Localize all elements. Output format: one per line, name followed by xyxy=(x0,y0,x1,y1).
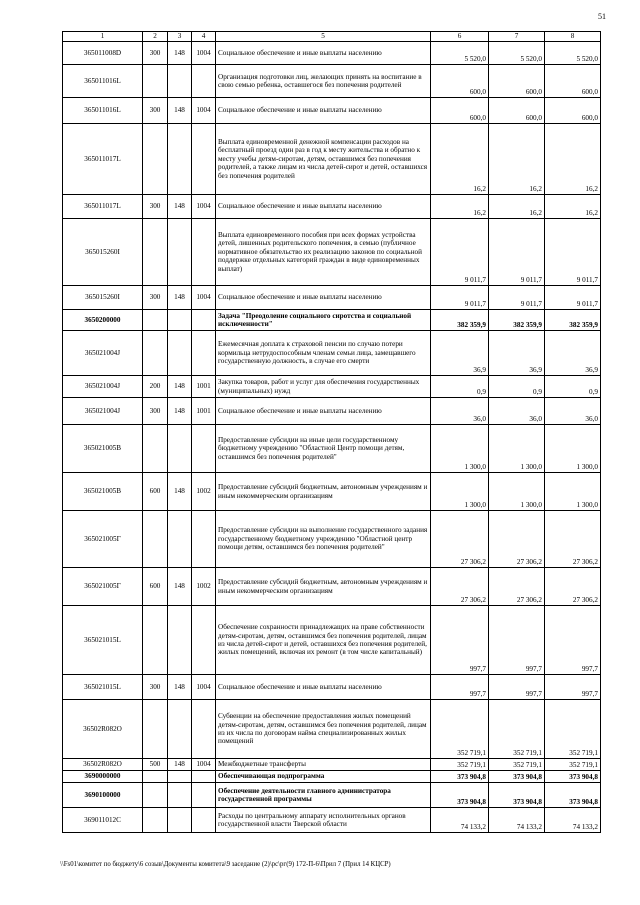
description-cell: Задача "Преодоление социального сиротства и социальной исключенности" xyxy=(216,310,431,331)
amount-col6-cell: 373 904,8 xyxy=(431,783,489,808)
amount-col6-cell: 352 719,1 xyxy=(431,759,489,771)
budget-code-cell: 365011016L xyxy=(63,65,143,98)
description-cell: Закупка товаров, работ и услуг для обеспечения государственных (муниципальных) нужд xyxy=(216,376,431,398)
budget-table xyxy=(62,31,601,833)
table-row xyxy=(63,42,601,65)
department-cell: 148 xyxy=(168,286,192,310)
table-row xyxy=(63,286,601,310)
department-cell xyxy=(168,425,192,473)
department-cell: 148 xyxy=(168,376,192,398)
expense-type-cell xyxy=(143,700,168,759)
budget-code-cell: 36502R082O xyxy=(63,700,143,759)
amount-col8-cell: 36,9 xyxy=(545,331,601,376)
department-cell: 148 xyxy=(168,473,192,511)
section-cell: 1004 xyxy=(192,98,216,124)
amount-col8-cell: 373 904,8 xyxy=(545,783,601,808)
amount-col6-cell: 373 904,8 xyxy=(431,771,489,783)
table-row xyxy=(63,511,601,568)
amount-col8-cell: 0,9 xyxy=(545,376,601,398)
table-row xyxy=(63,759,601,771)
amount-col6-cell: 600,0 xyxy=(431,98,489,124)
budget-code-cell: 365011008D xyxy=(63,42,143,65)
amount-col7-cell: 16,2 xyxy=(489,124,545,195)
description-cell: Социальное обеспечение и иные выплаты населению xyxy=(216,675,431,700)
table-row xyxy=(63,376,601,398)
amount-col8-cell: 382 359,9 xyxy=(545,310,601,331)
department-cell xyxy=(168,700,192,759)
amount-col7-cell: 27 306,2 xyxy=(489,511,545,568)
description-cell: Организация подготовки лиц, желающих принять на воспитание в свою семью ребенка, оставшегося без попечения родителей xyxy=(216,65,431,98)
amount-col8-cell: 997,7 xyxy=(545,606,601,675)
amount-col8-cell: 16,2 xyxy=(545,195,601,219)
amount-col8-cell: 1 300,0 xyxy=(545,425,601,473)
amount-col6-cell: 600,0 xyxy=(431,65,489,98)
section-cell xyxy=(192,310,216,331)
amount-col7-cell: 373 904,8 xyxy=(489,783,545,808)
amount-col6-cell: 74 133,2 xyxy=(431,808,489,833)
table-row xyxy=(63,425,601,473)
table-row xyxy=(63,310,601,331)
expense-type-cell xyxy=(143,310,168,331)
section-cell: 1004 xyxy=(192,286,216,310)
amount-col7-cell: 16,2 xyxy=(489,195,545,219)
amount-col7-cell: 27 306,2 xyxy=(489,568,545,606)
amount-col7-cell: 352 719,1 xyxy=(489,759,545,771)
budget-code-cell: 365011017L xyxy=(63,195,143,219)
amount-col6-cell: 27 306,2 xyxy=(431,568,489,606)
expense-type-cell xyxy=(143,511,168,568)
amount-col7-cell: 1 300,0 xyxy=(489,473,545,511)
section-cell xyxy=(192,771,216,783)
expense-type-cell xyxy=(143,331,168,376)
department-cell xyxy=(168,808,192,833)
header-cell: 3 xyxy=(168,32,192,42)
expense-type-cell: 300 xyxy=(143,195,168,219)
department-cell xyxy=(168,124,192,195)
amount-col6-cell: 36,9 xyxy=(431,331,489,376)
section-cell xyxy=(192,783,216,808)
expense-type-cell: 300 xyxy=(143,675,168,700)
budget-code-cell: 365021004J xyxy=(63,331,143,376)
expense-type-cell: 200 xyxy=(143,376,168,398)
table-row xyxy=(63,473,601,511)
department-cell: 148 xyxy=(168,98,192,124)
section-cell: 1004 xyxy=(192,675,216,700)
amount-col8-cell: 352 719,1 xyxy=(545,759,601,771)
amount-col8-cell: 997,7 xyxy=(545,675,601,700)
department-cell xyxy=(168,310,192,331)
amount-col6-cell: 27 306,2 xyxy=(431,511,489,568)
section-cell: 1004 xyxy=(192,195,216,219)
amount-col7-cell: 9 011,7 xyxy=(489,219,545,286)
table-row xyxy=(63,195,601,219)
amount-col8-cell: 16,2 xyxy=(545,124,601,195)
budget-code-cell: 365011016L xyxy=(63,98,143,124)
amount-col8-cell: 1 300,0 xyxy=(545,473,601,511)
amount-col8-cell: 74 133,2 xyxy=(545,808,601,833)
amount-col8-cell: 9 011,7 xyxy=(545,286,601,310)
table-row xyxy=(63,124,601,195)
budget-code-cell: 365021005B xyxy=(63,473,143,511)
description-cell: Выплата единовременной денежной компенсации расходов на бесплатный проезд один раз в год к месту жительства и обратно к месту учебы детям-сиротам, детям, оставшимся без попечения родителей, а также лицам из числа детей-сирот и детей, оставшихся без попечения родителей xyxy=(216,124,431,195)
expense-type-cell xyxy=(143,606,168,675)
expense-type-cell xyxy=(143,425,168,473)
description-cell: Предоставление субсидии на иные цели государственному бюджетному учреждению "Областной Центр помощи детям, оставшимся без попечения родителей" xyxy=(216,425,431,473)
expense-type-cell xyxy=(143,124,168,195)
amount-col7-cell: 600,0 xyxy=(489,65,545,98)
table-row xyxy=(63,398,601,425)
amount-col6-cell: 1 300,0 xyxy=(431,425,489,473)
amount-col7-cell: 74 133,2 xyxy=(489,808,545,833)
amount-col6-cell: 36,0 xyxy=(431,398,489,425)
budget-code-cell: 365021005Г xyxy=(63,511,143,568)
description-cell: Субвенции на обеспечение предоставления жилых помещений детям-сиротам, детям, оставшимся без попечения родителей, лицам из их числа по договорам найма специализированных жилых помещений xyxy=(216,700,431,759)
department-cell xyxy=(168,606,192,675)
section-cell xyxy=(192,808,216,833)
amount-col7-cell: 997,7 xyxy=(489,606,545,675)
department-cell: 148 xyxy=(168,568,192,606)
description-cell: Межбюджетные трансферты xyxy=(216,759,431,771)
header-cell: 2 xyxy=(143,32,168,42)
description-cell: Социальное обеспечение и иные выплаты населению xyxy=(216,98,431,124)
budget-code-cell: 365021005B xyxy=(63,425,143,473)
page-number: 51 xyxy=(598,12,606,21)
table-row xyxy=(63,606,601,675)
description-cell: Расходы по центральному аппарату исполнительных органов государственной власти Тверской области xyxy=(216,808,431,833)
header-row xyxy=(63,32,601,42)
table-row xyxy=(63,675,601,700)
expense-type-cell xyxy=(143,771,168,783)
footer-file-path: \\Fs01\комитет по бюджету\6 созыв\Документы комитета\9 заседание (2)\рс\рг(9) 172-П-6\Прил 7 (Прил 14 КЦСР) xyxy=(60,861,391,868)
department-cell xyxy=(168,219,192,286)
section-cell xyxy=(192,219,216,286)
amount-col7-cell: 5 520,0 xyxy=(489,42,545,65)
table-row xyxy=(63,771,601,783)
amount-col7-cell: 373 904,8 xyxy=(489,771,545,783)
expense-type-cell: 500 xyxy=(143,759,168,771)
amount-col6-cell: 1 300,0 xyxy=(431,473,489,511)
amount-col7-cell: 997,7 xyxy=(489,675,545,700)
amount-col7-cell: 382 359,9 xyxy=(489,310,545,331)
section-cell: 1002 xyxy=(192,473,216,511)
table-row xyxy=(63,700,601,759)
department-cell: 148 xyxy=(168,195,192,219)
section-cell xyxy=(192,606,216,675)
section-cell xyxy=(192,425,216,473)
budget-code-cell: 3690000000 xyxy=(63,771,143,783)
expense-type-cell: 600 xyxy=(143,473,168,511)
description-cell: Социальное обеспечение и иные выплаты населению xyxy=(216,42,431,65)
description-cell: Социальное обеспечение и иные выплаты населению xyxy=(216,286,431,310)
amount-col6-cell: 16,2 xyxy=(431,124,489,195)
expense-type-cell: 300 xyxy=(143,398,168,425)
header-cell: 8 xyxy=(545,32,601,42)
table-row xyxy=(63,808,601,833)
header-cell: 7 xyxy=(489,32,545,42)
section-cell xyxy=(192,331,216,376)
description-cell: Ежемесячная доплата к страховой пенсии по случаю потери кормильца нетрудоспособным членам семьи лица, замещавшего государственную должность, в случае его смерти xyxy=(216,331,431,376)
amount-col6-cell: 9 011,7 xyxy=(431,286,489,310)
description-cell: Социальное обеспечение и иные выплаты населению xyxy=(216,398,431,425)
budget-code-cell: 365015260I xyxy=(63,219,143,286)
department-cell xyxy=(168,65,192,98)
expense-type-cell: 300 xyxy=(143,286,168,310)
amount-col7-cell: 36,0 xyxy=(489,398,545,425)
expense-type-cell: 300 xyxy=(143,98,168,124)
expense-type-cell xyxy=(143,783,168,808)
budget-code-cell: 365021005Г xyxy=(63,568,143,606)
description-cell: Обеспечение деятельности главного администратора государственной программы xyxy=(216,783,431,808)
amount-col7-cell: 600,0 xyxy=(489,98,545,124)
table-row xyxy=(63,331,601,376)
description-cell: Предоставление субсидии на выполнение государственного задания государственному бюджетному учреждению "Областной центр помощи детям, оставшимся без попечения родителей" xyxy=(216,511,431,568)
table-row xyxy=(63,98,601,124)
expense-type-cell xyxy=(143,808,168,833)
budget-code-cell: 369011012C xyxy=(63,808,143,833)
header-cell: 4 xyxy=(192,32,216,42)
description-cell: Обеспечение сохранности принадлежащих на праве собственности детям-сиротам, детям, оставшимся без попечения родителей, лицам из числа детей-сирот и детей, оставшихся без попечения родителей, жилых помещений, включая их ремонт (в том числе капитальный) xyxy=(216,606,431,675)
table-row xyxy=(63,219,601,286)
amount-col6-cell: 997,7 xyxy=(431,675,489,700)
expense-type-cell xyxy=(143,219,168,286)
amount-col8-cell: 5 520,0 xyxy=(545,42,601,65)
amount-col8-cell: 27 306,2 xyxy=(545,511,601,568)
amount-col8-cell: 36,0 xyxy=(545,398,601,425)
expense-type-cell xyxy=(143,65,168,98)
budget-code-cell: 36502R082O xyxy=(63,759,143,771)
amount-col8-cell: 600,0 xyxy=(545,98,601,124)
amount-col7-cell: 36,9 xyxy=(489,331,545,376)
amount-col7-cell: 1 300,0 xyxy=(489,425,545,473)
amount-col6-cell: 352 719,1 xyxy=(431,700,489,759)
budget-code-cell: 365021004J xyxy=(63,398,143,425)
description-cell: Выплата единовременного пособия при всех формах устройства детей, лишенных родительского попечения, в семью (публичное нормативное обязательство их реализацию законов по социальной поддержке отдельных категорий граждан в виде единовременных выплат) xyxy=(216,219,431,286)
section-cell xyxy=(192,124,216,195)
amount-col6-cell: 0,9 xyxy=(431,376,489,398)
section-cell xyxy=(192,700,216,759)
amount-col8-cell: 373 904,8 xyxy=(545,771,601,783)
budget-code-cell: 3690100000 xyxy=(63,783,143,808)
amount-col6-cell: 16,2 xyxy=(431,195,489,219)
department-cell: 148 xyxy=(168,398,192,425)
amount-col7-cell: 352 719,1 xyxy=(489,700,545,759)
header-cell: 1 xyxy=(63,32,143,42)
department-cell xyxy=(168,511,192,568)
header-cell: 5 xyxy=(216,32,431,42)
header-cell: 6 xyxy=(431,32,489,42)
budget-code-cell: 365015260I xyxy=(63,286,143,310)
section-cell: 1002 xyxy=(192,568,216,606)
budget-code-cell: 3650200000 xyxy=(63,310,143,331)
expense-type-cell: 300 xyxy=(143,42,168,65)
description-cell: Обеспечивающая подпрограмма xyxy=(216,771,431,783)
table-row xyxy=(63,783,601,808)
department-cell: 148 xyxy=(168,675,192,700)
budget-code-cell: 365021004J xyxy=(63,376,143,398)
section-cell: 1004 xyxy=(192,759,216,771)
table-row xyxy=(63,65,601,98)
amount-col7-cell: 9 011,7 xyxy=(489,286,545,310)
amount-col6-cell: 997,7 xyxy=(431,606,489,675)
department-cell: 148 xyxy=(168,42,192,65)
department-cell xyxy=(168,783,192,808)
department-cell: 148 xyxy=(168,759,192,771)
description-cell: Предоставление субсидий бюджетным, автономным учреждениям и иным некоммерческим организациям xyxy=(216,473,431,511)
budget-code-cell: 365021015L xyxy=(63,675,143,700)
section-cell: 1004 xyxy=(192,42,216,65)
amount-col8-cell: 27 306,2 xyxy=(545,568,601,606)
amount-col7-cell: 0,9 xyxy=(489,376,545,398)
amount-col8-cell: 352 719,1 xyxy=(545,700,601,759)
description-cell: Предоставление субсидий бюджетным, автономным учреждениям и иным некоммерческим организациям xyxy=(216,568,431,606)
amount-col6-cell: 5 520,0 xyxy=(431,42,489,65)
amount-col6-cell: 382 359,9 xyxy=(431,310,489,331)
amount-col8-cell: 9 011,7 xyxy=(545,219,601,286)
expense-type-cell: 600 xyxy=(143,568,168,606)
section-cell xyxy=(192,65,216,98)
department-cell xyxy=(168,771,192,783)
amount-col6-cell: 9 011,7 xyxy=(431,219,489,286)
section-cell: 1001 xyxy=(192,376,216,398)
budget-code-cell: 365011017L xyxy=(63,124,143,195)
amount-col8-cell: 600,0 xyxy=(545,65,601,98)
table-row xyxy=(63,568,601,606)
department-cell xyxy=(168,331,192,376)
section-cell xyxy=(192,511,216,568)
budget-code-cell: 365021015L xyxy=(63,606,143,675)
description-cell: Социальное обеспечение и иные выплаты населению xyxy=(216,195,431,219)
section-cell: 1001 xyxy=(192,398,216,425)
